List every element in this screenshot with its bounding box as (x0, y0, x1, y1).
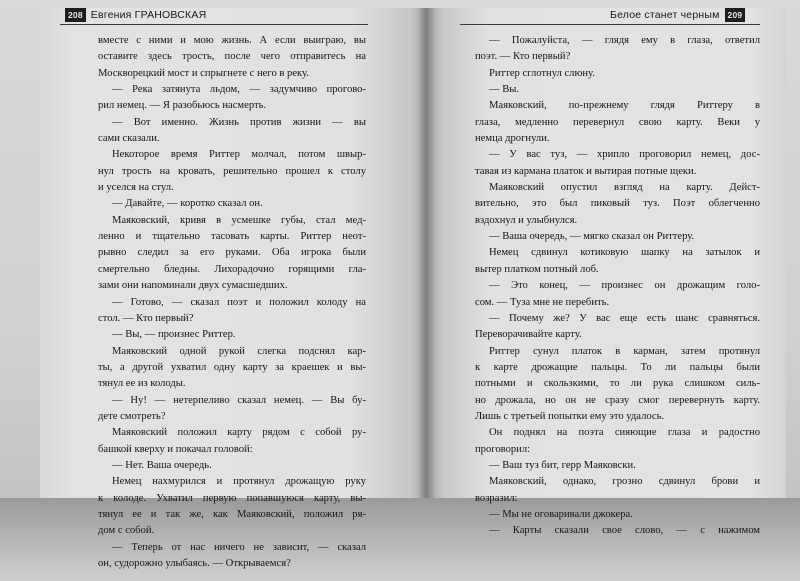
text-line: Маяковский опустил взгляд на карту. Дейст- (489, 182, 760, 194)
right-page-number: 209 (725, 8, 746, 22)
text-line: — Мы не оговаривали джокера. (489, 508, 633, 520)
left-running-head: Евгения ГРАНОВСКАЯ (90, 9, 207, 21)
text-line: возразил: (475, 492, 518, 504)
left-header-rule (60, 24, 368, 25)
text-line: Немец нахмурился и протянул дрожащую руку (112, 476, 366, 488)
text-line: — Вы. (489, 84, 520, 96)
text-line: Риттер сглотнул слюну. (489, 67, 595, 79)
text-line: — Карты сказали свое слово, — с нажимом (489, 525, 760, 537)
left-page-text (98, 33, 366, 572)
text-line: проговорил: (475, 443, 531, 455)
text-line: — Это конец, — произнес он дрожащим голо- (489, 280, 760, 292)
text-line: он, судорожно улыбаясь. — Открываемся? (98, 558, 291, 569)
text-line: — Давайте, — коротко сказал он. (112, 198, 263, 210)
text-line: тавая из кармана платок и вытирая потные щеки. (475, 165, 697, 177)
text-line: глаза, медленно перевернул свою карту. Веки у (475, 116, 760, 128)
text-line: — Нет. Ваша очередь. (112, 459, 212, 471)
text-line: — Вы, — произнес Риттер. (112, 329, 236, 341)
text-line: к карте дрожащие пальцы. То ли пальцы были (475, 361, 760, 373)
text-line: башкой кверху и покачал головой: (98, 443, 253, 455)
text-line: тянул ее из колоды. (98, 378, 186, 390)
text-line: Маяковский одной рукой слегка подснял кар- (112, 345, 366, 357)
text-line: Он поднял на поэта сияющие глаза и радостно (489, 427, 760, 439)
text-line: — Пожалуйста, — глядя ему в глаза, ответил (489, 35, 760, 46)
book-gutter (418, 8, 434, 498)
text-line: вытер платком потный лоб. (475, 263, 599, 275)
text-line: дом с собой. (98, 525, 155, 537)
text-line: — Готово, — сказал поэт и положил колоду на (112, 296, 366, 308)
text-line: — Ваш туз бит, герр Маяковски. (489, 459, 636, 471)
text-line: — У вас туз, — хрипло проговорил немец, дос- (489, 149, 760, 161)
left-running-header (60, 6, 206, 24)
text-line: к колоде. Ухватил первую попавшуюся карту, вы- (98, 492, 366, 504)
right-page-text (475, 33, 760, 540)
left-page-number: 208 (65, 8, 86, 22)
right-running-head: Белое станет черным (610, 9, 720, 21)
text-line: Переворачивайте карту. (475, 329, 582, 341)
text-line: ленно и тщательно тасовать карты. Риттер неот- (98, 231, 366, 243)
text-line: нул трость на кровать, решительно прошел к столу (98, 165, 366, 177)
text-line: сом. — Туза мне не перебить. (475, 296, 610, 308)
right-header-rule (460, 24, 760, 25)
right-running-header (610, 6, 750, 24)
text-line: Маяковский, кривя в усмешке губы, стал мед- (112, 214, 366, 226)
text-line: ты, а другой ухватил одну карту за краешек и вы- (98, 361, 366, 373)
text-line: — Почему же? У вас еще есть шанс сравняться. (489, 312, 760, 324)
text-line: потными и скользкими, то ли рука слишком силь- (475, 378, 760, 390)
text-line: тянул ее и так же, как Маяковский, положил ря- (98, 508, 366, 520)
text-line: — Теперь от нас ничего не зависит, — сказал (112, 541, 366, 553)
text-line: оставите здесь трость, после чего отправитесь на (98, 51, 366, 63)
text-line: стол. — Кто первый? (98, 312, 194, 324)
text-line: вздохнул и улыбнулся. (475, 214, 578, 226)
text-line: Маяковский, однако, грозно сдвинул брови и (489, 476, 760, 488)
text-line: но дрожала, но он не сразу смог перевернуть карту. (475, 394, 760, 406)
text-line: Немец сдвинул котиковую шапку на затылок и (489, 247, 760, 259)
text-line: зами они напоминали двух сумасшедших. (98, 280, 288, 292)
text-line: Лишь с третьей попытки ему это удалось. (475, 410, 665, 422)
text-line: — Река затянута льдом, — задумчиво прогово- (112, 84, 366, 96)
text-line: — Ваша очередь, — мягко сказал он Риттеру. (489, 231, 695, 243)
text-line: Маяковский положил карту рядом с собой ру- (112, 427, 366, 439)
text-line: вместе с ними и мою жизнь. А если выиграю, вы (98, 35, 366, 46)
text-line: смертельно бледны. Лихорадочно горящими гла- (98, 263, 366, 275)
text-line: сами сказали. (98, 133, 160, 145)
text-line: Некоторое время Риттер молчал, потом швыр- (112, 149, 366, 161)
text-line: и уселся на стул. (98, 182, 174, 194)
text-line: — Вот именно. Жизнь против жизни — вы (112, 116, 366, 128)
text-line: вительно, это был пиковый туз. Поэт облегченно (475, 198, 760, 210)
text-line: немца дрогнули. (475, 133, 550, 145)
text-line: рывно следил за его руками. Оба игрока были (98, 247, 366, 259)
text-line: рил немец. — Я разобьюсь насмерть. (98, 100, 267, 112)
text-line: Маяковский, по-прежнему глядя Риттеру в (489, 100, 760, 112)
text-line: Риттер сунул платок в карман, затем протянул (489, 345, 760, 357)
text-line: поэт. — Кто первый? (475, 51, 571, 63)
text-line: Москворецкий мост и спрыгнете с него в реку. (98, 67, 309, 79)
text-line: дете смотреть? (98, 410, 166, 422)
text-line: — Ну! — нетерпеливо сказал немец. — Вы бу- (112, 394, 366, 406)
